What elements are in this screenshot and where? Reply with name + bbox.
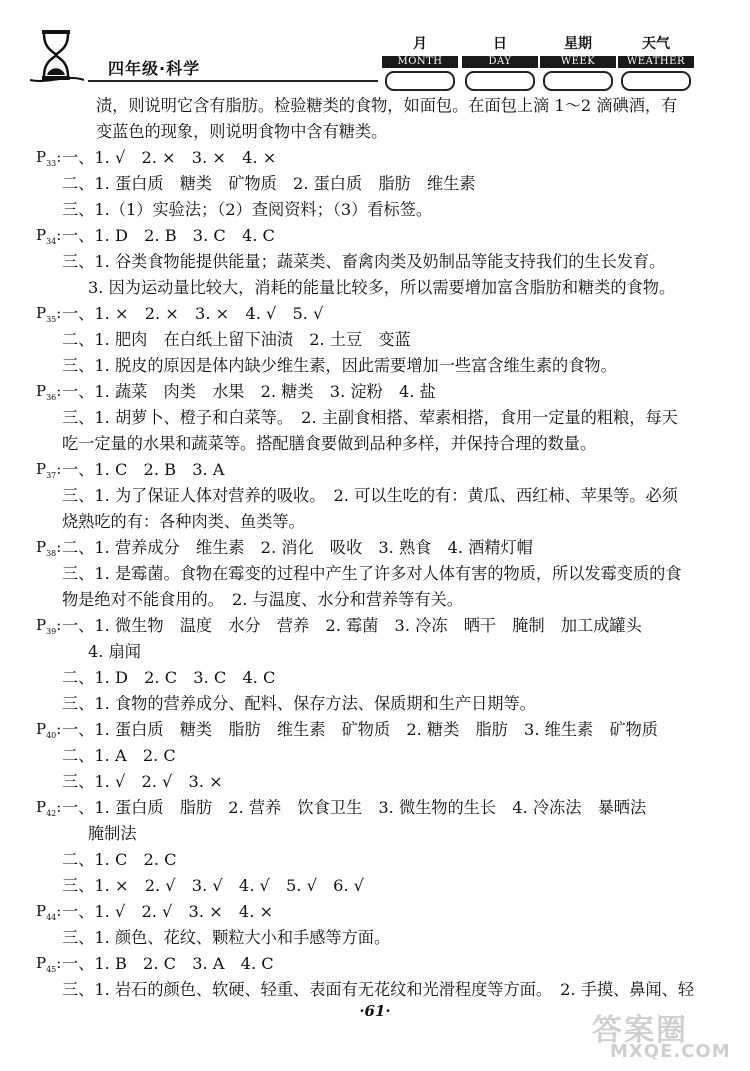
answer-line [62, 406, 678, 432]
watermark-text: 答案圈 [592, 1013, 688, 1048]
answer-text: 二、1. 蛋白质 糖类 矿物质 2. 蛋白质 脂肪 维生素 [62, 174, 476, 193]
answer-text: 三、1. 岩石的颜色、软硬、轻重、表面有无花纹和光滑程度等方面。 2. 手摸、鼻闻、轻 [62, 980, 695, 999]
answer-text: 二、1. A 2. C [62, 746, 176, 765]
header-rule [88, 80, 378, 82]
month-input-box[interactable] [385, 71, 455, 91]
answer-line [88, 822, 137, 848]
answer-line [62, 614, 642, 640]
week-input-box[interactable] [543, 71, 613, 91]
answer-text: 三、1. 是霉菌。食物在霉变的过程中产生了许多对人体有害的物质，所以发霉变质的食 [62, 564, 682, 583]
answer-line [62, 380, 436, 406]
answer-line [88, 276, 675, 302]
page-ref: $P_{36}$: [36, 382, 62, 402]
answer-text: 一、1. 蔬菜 肉类 水果 2. 糖类 3. 淀粉 4. 盐 [62, 382, 436, 401]
answer-text: 一、1. √ 2. √ 3. × 4. × [62, 902, 274, 921]
answer-line [62, 484, 678, 510]
page-ref: $P_{34}$: [36, 226, 62, 246]
answer-line [62, 718, 658, 744]
answer-text: 三、1. 胡萝卜、橙子和白菜等。 2. 主副食相搭、荤素相搭，食用一定量的粗粮，每天 [62, 408, 678, 427]
answer-text: 三、1. √ 2. √ 3. × [62, 772, 223, 791]
answer-line [62, 172, 476, 198]
answer-text: 吃一定量的水果和蔬菜等。搭配膳食要做到品种多样，并保持合理的数量。 [62, 434, 597, 453]
answer-text: 三、1. × 2. √ 3. √ 4. √ 5. √ 6. √ [62, 876, 364, 895]
answer-text: 一、1. B 2. C 3. A 4. C [62, 954, 274, 973]
answer-line [62, 796, 646, 822]
answer-line [62, 874, 364, 900]
weather-field [618, 34, 694, 90]
answer-text: 一、1. × 2. × 3. × 4. √ 5. √ [62, 304, 324, 323]
answer-line [62, 952, 274, 978]
page-ref: $P_{42}$: [36, 798, 62, 818]
answer-text: 三、1. 颜色、花纹、颗粒大小和手感等方面。 [62, 928, 391, 947]
week-label: 星期 [564, 36, 592, 52]
day-label-en: DAY [462, 56, 538, 68]
answer-line [96, 94, 677, 120]
answer-line [62, 302, 323, 328]
answer-line [62, 900, 273, 926]
answer-text: 物是绝对不能食用的。 2. 与温度、水分和营养等有关。 [62, 590, 463, 609]
answer-line [62, 250, 665, 276]
answer-line [62, 926, 390, 952]
page-ref: $P_{45}$: [36, 954, 62, 974]
page-ref: $P_{38}$: [36, 538, 62, 558]
answer-text: 一、1. C 2. B 3. A [62, 460, 225, 479]
page-ref: $P_{44}$: [36, 902, 62, 922]
answer-text: 三、1. 谷类食物能提供能量；蔬菜类、畜禽肉类及奶制品等能支持我们的生长发育。 [62, 252, 666, 271]
page-header [0, 0, 750, 90]
day-label: 日 [493, 36, 507, 52]
answer-line [62, 146, 276, 172]
page-ref: $P_{33}$: [36, 148, 62, 168]
date-fields [382, 34, 694, 90]
answer-line [62, 198, 432, 224]
answer-line [62, 536, 533, 562]
answer-line [62, 978, 694, 1004]
answer-text: 渍，则说明它含有脂肪。检验糖类的食物，如面包。在面包上滴 1～2 滴碘酒，有 [96, 96, 678, 115]
week-field [540, 34, 616, 90]
watermark-url: MXQE.COM [610, 1041, 731, 1062]
answer-text: 三、1. 食物的营养成分、配料、保存方法、保质期和生产日期等。 [62, 694, 536, 713]
grade-subject-label: 四年级·科学 [108, 59, 201, 78]
day-input-box[interactable] [465, 71, 535, 91]
answer-text: 二、1. 营养成分 维生素 2. 消化 吸收 3. 熟食 4. 酒精灯帽 [62, 538, 533, 557]
answer-text: 三、1. 为了保证人体对营养的吸收。 2. 可以生吃的有：黄瓜、西红柿、苹果等。必须 [62, 486, 678, 505]
month-label-en: MONTH [382, 56, 458, 68]
answer-line [62, 692, 536, 718]
answer-line [62, 354, 617, 380]
answer-text: 一、1. D 2. B 3. C 4. C [62, 226, 275, 245]
answer-text: 二、1. D 2. C 3. C 4. C [62, 668, 276, 687]
answer-line [96, 120, 387, 146]
weather-input-box[interactable] [621, 71, 691, 91]
watermark-logo [588, 1005, 738, 1063]
answer-text: 腌制法 [88, 824, 137, 843]
answer-text: 3. 因为运动量比较大，消耗的能量比较多，所以需要增加富含脂肪和糖类的食物。 [88, 278, 676, 297]
answer-line [62, 744, 176, 770]
page-ref: $P_{37}$: [36, 460, 62, 480]
weather-label-en: WEATHER [618, 56, 694, 68]
answer-line [88, 640, 141, 666]
answer-text: 一、1. 蛋白质 脂肪 2. 营养 饮食卫生 3. 微生物的生长 4. 冷冻法 暴晒法 [62, 798, 647, 817]
answer-text: 变蓝色的现象，则说明食物中含有糖类。 [96, 122, 388, 141]
answer-line [62, 848, 177, 874]
answer-line [62, 666, 275, 692]
answer-line [62, 770, 223, 796]
page-ref: $P_{35}$: [36, 304, 62, 324]
page-ref: $P_{40}$: [36, 720, 62, 740]
answer-text: 一、1. 蛋白质 糖类 脂肪 维生素 矿物质 2. 糖类 脂肪 3. 维生素 矿物质 [62, 720, 658, 739]
hourglass-icon [28, 28, 84, 82]
answer-text: 二、1. C 2. C [62, 850, 177, 869]
week-label-en: WEEK [540, 56, 616, 68]
answer-line [62, 328, 411, 354]
page-ref: $P_{39}$: [36, 616, 62, 636]
answer-line [62, 432, 596, 458]
month-field [382, 34, 458, 90]
page-number: ·61· [359, 1002, 391, 1020]
answer-line [62, 458, 225, 484]
weather-label: 天气 [642, 36, 670, 52]
answer-text: 三、1.（1）实验法；（2）查阅资料；（3）看标签。 [62, 200, 433, 219]
day-field [462, 34, 538, 90]
answer-text: 一、1. 微生物 温度 水分 营养 2. 霉菌 3. 冷冻 晒干 腌制 加工成罐头 [62, 616, 642, 635]
month-label: 月 [413, 36, 427, 52]
answer-line [62, 562, 682, 588]
answer-line [62, 224, 275, 250]
answer-text: 三、1. 脱皮的原因是体内缺少维生素，因此需要增加一些富含维生素的食物。 [62, 356, 617, 375]
answer-text: 二、1. 肥肉 在白纸上留下油渍 2. 土豆 变蓝 [62, 330, 411, 349]
answer-line [62, 588, 463, 614]
answer-text: 烧熟吃的有：各种肉类、鱼类等。 [62, 512, 305, 531]
answer-text: 4. 扇闻 [88, 642, 141, 661]
answer-line [62, 510, 305, 536]
answer-text: 一、1. √ 2. × 3. × 4. × [62, 148, 277, 167]
